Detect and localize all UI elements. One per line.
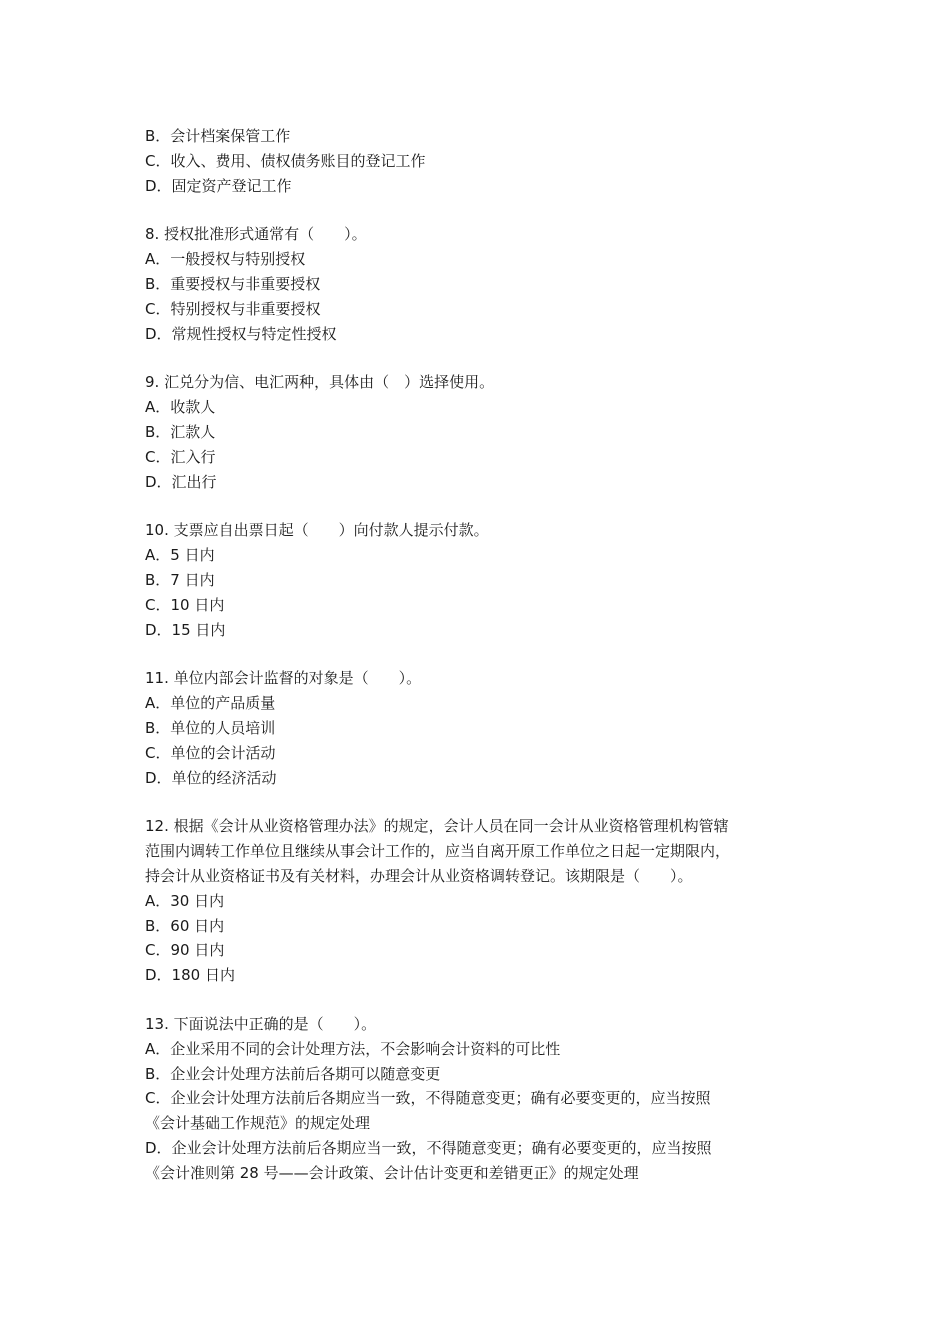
- option-d: D．汇出行: [145, 472, 217, 491]
- question-12: [145, 814, 815, 988]
- option-c-continued: 《会计基础工作规范》的规定处理: [145, 1114, 371, 1133]
- option-c: C．企业会计处理方法前后各期应当一致，不得随意变更；确有必要变更的，应当按照: [145, 1089, 711, 1108]
- question-stem: 10. 支票应自出票日起（ ）向付款人提示付款。: [145, 521, 489, 540]
- option-b: B．单位的人员培训: [145, 718, 276, 737]
- option-b: B．会计档案保管工作: [145, 127, 291, 145]
- option-a: A．收款人: [145, 398, 216, 417]
- option-a: A．企业采用不同的会计处理方法，不会影响会计资料的可比性: [145, 1039, 561, 1058]
- question-11: [145, 666, 815, 790]
- question-10: [145, 518, 815, 642]
- option-c: C．单位的会计活动: [145, 743, 276, 762]
- question-8: [145, 222, 815, 346]
- question-stem-line-1: 12. 根据《会计从业资格管理办法》的规定，会计人员在同一会计从业资格管理机构管辖: [145, 817, 729, 836]
- question-stem: 8. 授权批准形式通常有（ ）。: [145, 225, 367, 244]
- option-d: D．单位的经济活动: [145, 768, 277, 787]
- option-a: A．30 日内: [145, 891, 225, 910]
- option-b: B．重要授权与非重要授权: [145, 274, 321, 293]
- question-7-options: [145, 124, 815, 198]
- option-b: B．企业会计处理方法前后各期可以随意变更: [145, 1064, 441, 1083]
- option-b: B．60 日内: [145, 916, 225, 935]
- option-c: C．汇入行: [145, 447, 216, 466]
- question-stem-line-3: 持会计从业资格证书及有关材料，办理会计从业资格调转登记。该期限是（ ）。: [145, 866, 693, 885]
- question-stem-line-2: 范围内调转工作单位且继续从事会计工作的，应当自离开原工作单位之日起一定期限内，: [145, 842, 731, 861]
- question-9: [145, 370, 815, 494]
- option-a: A．单位的产品质量: [145, 694, 276, 713]
- option-b: B．7 日内: [145, 570, 215, 589]
- option-c: C．特别授权与非重要授权: [145, 299, 321, 318]
- option-c: C．90 日内: [145, 941, 225, 960]
- option-d-continued: 《会计准则第 28 号——会计政策、会计估计变更和差错更正》的规定处理: [145, 1163, 639, 1182]
- option-d: D．180 日内: [145, 966, 235, 985]
- question-stem: 9. 汇兑分为信、电汇两种，具体由（ ）选择使用。: [145, 373, 495, 392]
- question-13: [145, 1012, 815, 1186]
- document-page: [145, 124, 815, 1185]
- option-d: D．企业会计处理方法前后各期应当一致，不得随意变更；确有必要变更的，应当按照: [145, 1138, 712, 1157]
- question-stem: 13. 下面说法中正确的是（ ）。: [145, 1014, 377, 1033]
- option-b: B．汇款人: [145, 422, 216, 441]
- option-c: C．收入、费用、债权债务账目的登记工作: [145, 151, 426, 170]
- option-a: A．一般授权与特别授权: [145, 250, 306, 269]
- option-d: D．固定资产登记工作: [145, 176, 292, 195]
- option-c: C．10 日内: [145, 595, 225, 614]
- option-d: D．常规性授权与特定性授权: [145, 324, 337, 343]
- option-d: D．15 日内: [145, 620, 226, 639]
- option-a: A．5 日内: [145, 546, 215, 565]
- question-stem: 11. 单位内部会计监督的对象是（ ）。: [145, 669, 422, 688]
